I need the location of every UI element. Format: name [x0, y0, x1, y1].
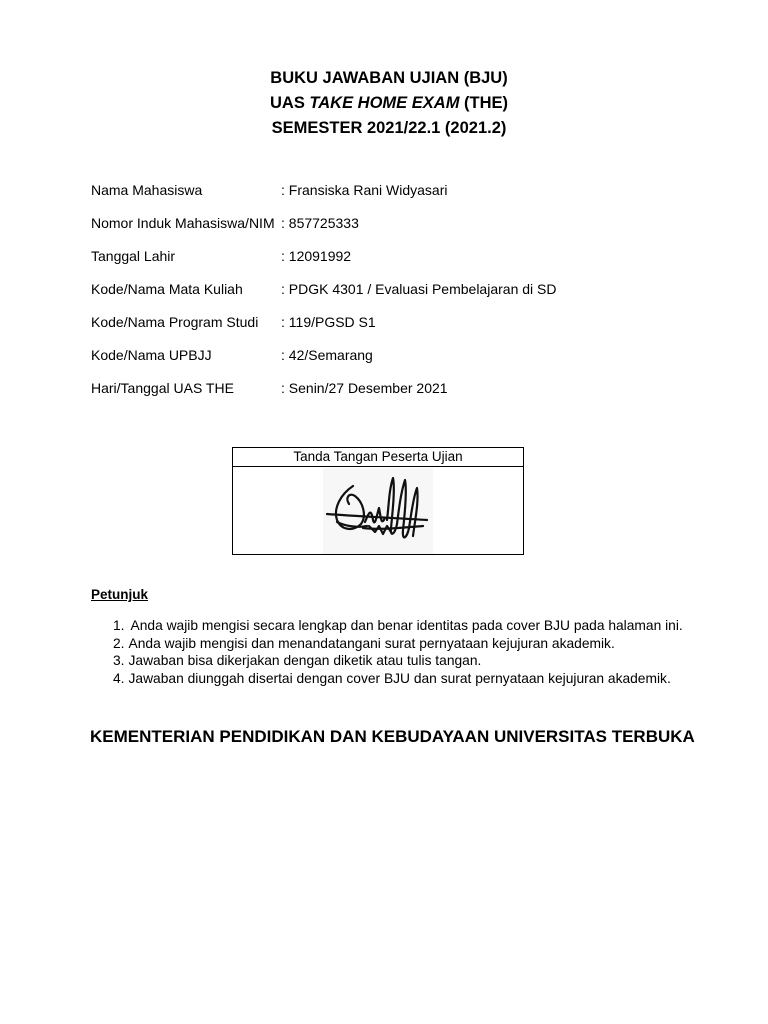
handwritten-signature [323, 468, 433, 554]
list-item-number: 4. [113, 670, 125, 686]
list-item [113, 652, 683, 670]
title-line-1: BUKU JAWABAN UJIAN (BJU) [270, 69, 508, 87]
list-item-text: Anda wajib mengisi dan menandatangani surat pernyataan kejujuran akademik. [128, 635, 615, 651]
document-title [0, 66, 768, 141]
list-item-text: Jawaban bisa dikerjakan dengan diketik atau tulis tangan. [128, 653, 482, 668]
identity-label: Nama Mahasiswa [91, 182, 203, 198]
identity-label: Kode/Nama Mata Kuliah [91, 281, 243, 297]
signature-header: Tanda Tangan Peserta Ujian [233, 448, 523, 467]
identity-value: : PDGK 4301 / Evaluasi Pembelajaran di SD [281, 281, 557, 297]
title-line-2-prefix: UAS [269, 94, 310, 112]
list-item-number: 3. [113, 653, 125, 668]
identity-label: Kode/Nama UPBJJ [91, 347, 212, 363]
title-line-2-suffix: (THE) [459, 94, 509, 112]
title-line-3: SEMESTER 2021/22.1 (2021.2) [271, 119, 507, 137]
identity-value: : 857725333 [281, 215, 359, 231]
title-line-2-italic: TAKE HOME EXAM [309, 94, 460, 112]
list-item [113, 617, 683, 635]
identity-label: Tanggal Lahir [91, 248, 176, 264]
identity-label: Nomor Induk Mahasiswa/NIM [91, 215, 275, 231]
list-item-text: Anda wajib mengisi secara lengkap dan benar identitas pada cover BJU pada halaman ini. [130, 618, 683, 633]
title-line-2 [0, 91, 768, 116]
list-item [113, 635, 683, 653]
signature-box [232, 447, 524, 555]
identity-value: : 42/Semarang [281, 347, 373, 363]
identity-value: : 119/PGSD S1 [281, 314, 376, 330]
identity-value: : Senin/27 Desember 2021 [281, 380, 448, 396]
institution-title: KEMENTERIAN PENDIDIKAN DAN KEBUDAYAAN UNIVERSITAS TERBUKA [90, 727, 695, 746]
instructions-heading: Petunjuk [91, 587, 149, 602]
list-item-number: 2. [113, 635, 125, 651]
identity-value: : 12091992 [281, 248, 352, 264]
identity-label: Kode/Nama Program Studi [91, 314, 259, 330]
identity-label: Hari/Tanggal UAS THE [91, 380, 234, 396]
list-item [113, 670, 683, 688]
identity-value: : Fransiska Rani Widyasari [281, 182, 448, 198]
list-item-number: 1. [113, 618, 125, 633]
instructions-list [113, 617, 683, 687]
list-item-text: Jawaban diunggah disertai dengan cover BJU dan surat pernyataan kejujuran akademik. [128, 670, 671, 686]
